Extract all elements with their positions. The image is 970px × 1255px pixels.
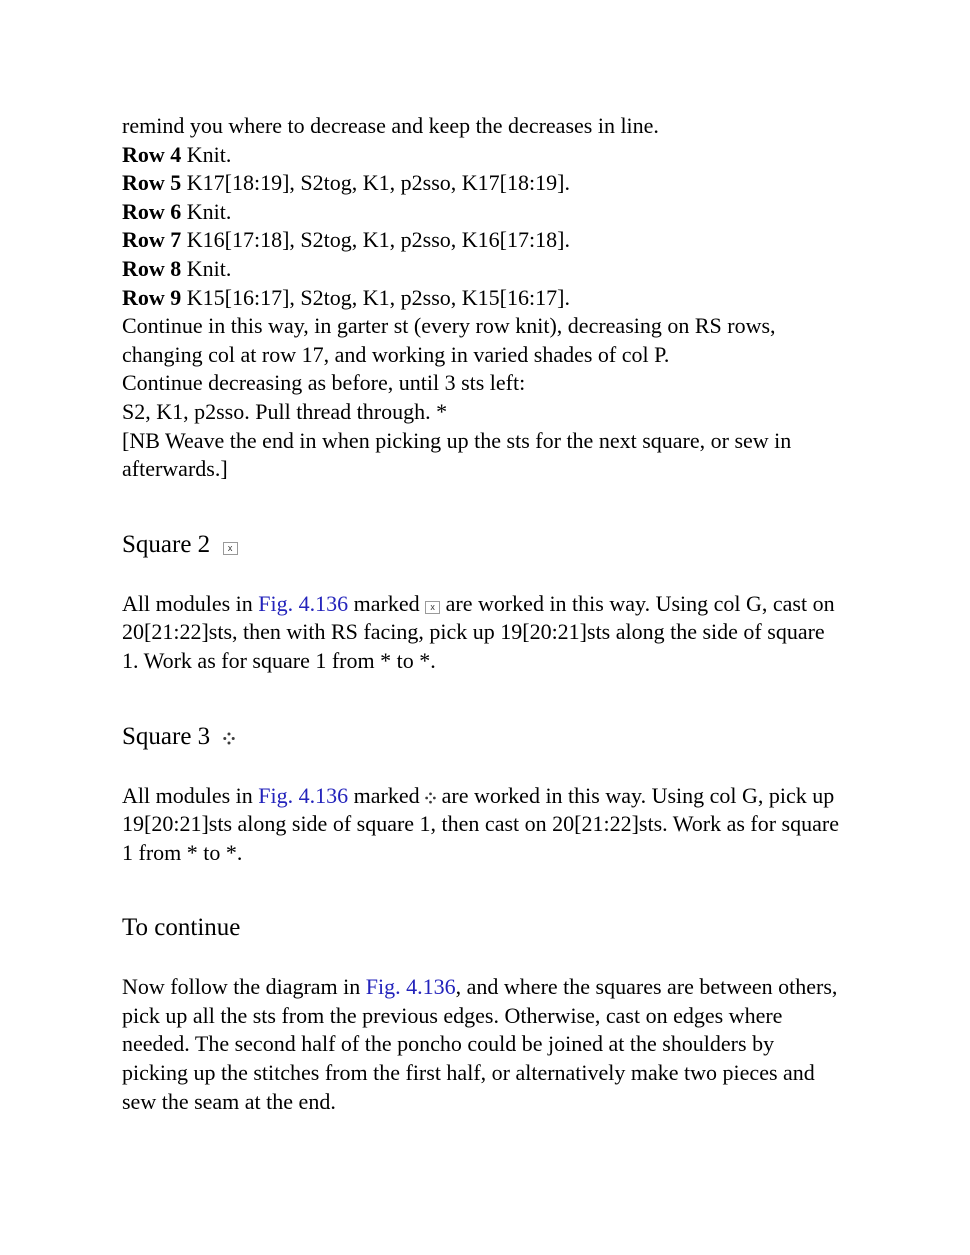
row-text: Knit. xyxy=(181,255,232,281)
row-text: K15[16:17], S2tog, K1, p2sso, K15[16:17]. xyxy=(181,284,570,310)
square3-heading-text: Square 3 xyxy=(122,722,211,750)
row-label: Row 7 xyxy=(122,227,182,253)
to-continue-paragraph xyxy=(122,973,842,1116)
intro-note: [NB Weave the end in when picking up the sts for the next square, or sew in afterwards.] xyxy=(122,427,792,482)
row-text: Knit. xyxy=(181,198,232,224)
square2-section xyxy=(122,530,842,676)
row-label: Row 6 xyxy=(122,198,182,224)
row-label: Row 5 xyxy=(122,170,182,196)
row-instruction xyxy=(122,255,842,284)
paragraph-text: Now follow the diagram in xyxy=(122,974,366,1000)
four-dots-icon xyxy=(425,792,436,804)
paragraph-text: are worked in this way. Using col G, cast on 20[21:22]sts, then with RS facing, pick up 19[20:21]sts along the side of square 1. Work as for square 1 from * to *. xyxy=(122,590,835,673)
row-instruction xyxy=(122,198,842,227)
row-text: K16[17:18], S2tog, K1, p2sso, K16[17:18]. xyxy=(181,227,570,253)
boxed-x-char: x xyxy=(430,601,435,612)
fig-link[interactable]: Fig. 4.136 xyxy=(258,782,349,808)
boxed-x-icon xyxy=(223,542,238,555)
paragraph-text: marked xyxy=(348,590,426,616)
row-label: Row 9 xyxy=(122,284,182,310)
row-instruction xyxy=(122,226,842,255)
pattern-instructions xyxy=(122,112,842,484)
to-continue-heading: To continue xyxy=(122,914,241,942)
row-label: Row 8 xyxy=(122,255,182,281)
row-instruction xyxy=(122,141,842,170)
row-text: K17[18:19], S2tog, K1, p2sso, K17[18:19]. xyxy=(181,170,570,196)
paragraph-text: All modules in xyxy=(122,590,259,616)
intro-paragraph: Continue decreasing as before, until 3 sts left: xyxy=(122,370,526,396)
document-page xyxy=(122,112,842,1116)
paragraph-text: All modules in xyxy=(122,782,259,808)
square2-heading xyxy=(122,530,842,560)
square2-paragraph xyxy=(122,590,842,676)
paragraph-text: are worked in this way. Using col G, pick up 19[20:21]sts along side of square 1, then cast on 20[21:22]sts. Work as for square 1 from * to *. xyxy=(122,782,839,865)
square3-paragraph xyxy=(122,782,842,868)
square3-section xyxy=(122,722,842,868)
row-label: Row 4 xyxy=(122,141,182,167)
intro-lead-text: remind you where to decrease and keep the decreases in line. xyxy=(122,113,659,138)
fig-link[interactable]: Fig. 4.136 xyxy=(258,590,349,616)
intro-lead xyxy=(122,112,842,141)
intro-paragraph: S2, K1, p2sso. Pull thread through. * xyxy=(122,398,448,424)
boxed-x-icon xyxy=(425,601,440,614)
to-continue-section xyxy=(122,913,842,1116)
row-text: Knit. xyxy=(181,141,232,167)
fig-link[interactable]: Fig. 4.136 xyxy=(365,974,456,1000)
four-dots-icon xyxy=(223,732,235,745)
intro-paragraph: Continue in this way, in garter st (every row knit), decreasing on RS rows, changing col at row 17, and working in varied shades of col P. xyxy=(122,313,776,367)
square3-heading xyxy=(122,722,842,752)
boxed-x-char: x xyxy=(227,542,233,553)
paragraph-text: marked xyxy=(348,782,426,808)
row-instruction xyxy=(122,284,842,313)
square2-heading-text: Square 2 xyxy=(122,530,211,558)
paragraph-text: , and where the squares are between others, pick up all the sts from the previous edges. Otherwise, cast on edges where needed. The second half of the poncho could be joined at the shoulders by picking up the stitches from the first half, or alternatively make two pieces and sew the seam at the end. xyxy=(122,974,838,1114)
row-instruction xyxy=(122,169,842,198)
